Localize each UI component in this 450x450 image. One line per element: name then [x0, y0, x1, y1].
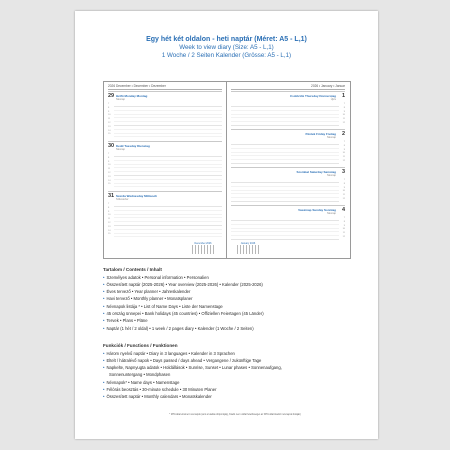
hour-label: 9 [108, 110, 110, 113]
mini-calendar-title: January 2026 [240, 242, 256, 245]
hour-label: 15 [108, 133, 111, 136]
bullet-icon: • [103, 274, 105, 280]
hour-label: 10 [342, 114, 345, 117]
mini-calendar-left [192, 242, 214, 254]
hour-label: 8 [343, 106, 345, 109]
hour-label: 9 [343, 110, 345, 113]
hour-label: 8 [343, 220, 345, 223]
day-block [231, 205, 345, 242]
hour-label: 7 [343, 141, 345, 143]
hour-label: 8 [343, 144, 345, 147]
writing-lines [231, 141, 339, 164]
functions-item-text: Névnapok* • Name days • Namenstage [106, 379, 180, 385]
hour-label: 11 [342, 118, 345, 121]
right-month-header: 2026 • January • Januar [311, 84, 345, 88]
contents-item-text: Személyes adatok • Personal information • Personalien [106, 274, 209, 280]
functions-item-text: Eltelt / hátralévő napok • Days passed / days ahead • Vergangene / zukünftige Tage [106, 357, 262, 363]
mini-calendar-title: December 2026 [194, 242, 212, 245]
contents-item-text: Összesített naptár (2025-2026) • Year overview (2025-2026) • Kalender (2025-2026) [106, 281, 263, 287]
contents-title: Tartalom / Contents / Inhalt [103, 267, 162, 272]
contents-item [103, 295, 353, 302]
functions-section [103, 343, 353, 401]
day-block [231, 91, 345, 128]
day-number: 29 [108, 93, 115, 99]
day-name: Vasárnap Sunday Sonntag [298, 208, 336, 212]
contents-item [103, 281, 353, 288]
hour-label: 12 [342, 197, 345, 200]
hour-label: 9 [343, 186, 345, 189]
hour-label: 11 [108, 218, 111, 221]
day-number: 30 [108, 143, 115, 149]
title-hungarian: Egy hét két oldalon - heti naptár (Méret: A5 - L,1) [146, 36, 307, 43]
day-name: Csütörtök Thursday Donnerstag [289, 94, 336, 98]
hour-label: 15 [108, 233, 111, 236]
header-rule [108, 89, 222, 90]
day-subtitle: Névnap [116, 148, 125, 151]
hour-label: 14 [108, 229, 111, 232]
hour-label: 11 [342, 156, 345, 159]
day-name: Szerda Wednesday Mittwoch [116, 194, 158, 198]
functions-item-text: Három nyelvű naptár • Diary in 3 languages • Kalender in 3 Sprachen [106, 350, 235, 356]
hour-label: 11 [342, 194, 345, 197]
day-number: 4 [341, 207, 345, 213]
functions-item-text: Napkelte, Napnyugta adatok • Holdállások • Sunrise, Sunset • Lunar phases • Sonnenaufgang, [106, 365, 282, 371]
hour-label: 8 [108, 106, 110, 109]
bullet-icon: • [103, 379, 105, 385]
hour-label: 10 [108, 164, 111, 167]
mini-calendar-right [237, 242, 259, 254]
writing-lines [231, 103, 339, 126]
hour-label: 12 [342, 121, 345, 124]
day-name: Kedd Tuesday Dienstag [116, 144, 150, 148]
header-rule [231, 89, 345, 90]
functions-item-text: Sonnenuntergang • Mondphasen [109, 372, 171, 378]
hour-label: 10 [342, 190, 345, 193]
hour-label: 9 [343, 224, 345, 227]
bullet-icon: • [103, 386, 105, 392]
diary-left-page [104, 82, 227, 258]
writing-lines [231, 217, 339, 240]
hour-label: 12 [342, 159, 345, 162]
hour-label: 14 [108, 129, 111, 132]
day-subtitle: Újév [330, 98, 336, 101]
hour-label: 13 [108, 175, 111, 178]
writing-lines [114, 203, 222, 238]
day-name: Hétfő Monday Montag [116, 94, 148, 98]
bullet-icon: • [103, 350, 105, 356]
day-block [108, 191, 222, 240]
day-number: 3 [341, 169, 345, 175]
hour-label: 13 [108, 125, 111, 128]
catalog-sheet [75, 11, 378, 439]
day-number: 2 [341, 131, 345, 137]
functions-item [103, 357, 353, 364]
hour-label: 8 [108, 156, 110, 159]
hour-label: 10 [108, 214, 111, 217]
hour-label: 15 [108, 183, 111, 186]
hour-column [108, 153, 113, 187]
hour-column [340, 179, 345, 202]
day-name: Szombat Saturday Samstag [296, 170, 336, 174]
contents-item-text: Tervek • Plans • Pläne [106, 318, 148, 324]
functions-item [103, 364, 353, 371]
bullet-icon: • [103, 296, 105, 302]
day-subtitle: Névnap [116, 98, 125, 101]
hour-column [108, 203, 113, 237]
contents-item-text: Éves tervező • Year planner • Jahreskalender [106, 289, 191, 295]
hour-column [108, 103, 113, 137]
contents-item [103, 288, 353, 295]
contents-item [103, 310, 353, 317]
hour-label: 12 [108, 221, 111, 224]
hour-label: 13 [108, 225, 111, 228]
diary-right-page [227, 82, 349, 258]
bullet-icon: • [103, 394, 105, 400]
hour-label: 9 [343, 148, 345, 151]
writing-lines [231, 179, 339, 202]
footnote: * MTA által elismert névnapok (ami a kiadás időpontjáig, Kiadó nem vállal felelősséget az MTA által kiadott névnapok listáját) [169, 413, 301, 416]
hour-label: 7 [108, 153, 110, 155]
bullet-icon: • [103, 310, 105, 316]
functions-item [103, 386, 353, 393]
title-german: 1 Woche / 2 Seiten Kalender (Grösse: A5 - L,1) [161, 52, 292, 59]
functions-title: Funkciók / Functions / Funktionen [103, 343, 178, 348]
hour-label: 8 [108, 206, 110, 209]
contents-section [103, 267, 353, 332]
hour-label: 7 [108, 103, 110, 105]
contents-item-text: Névnapok listája * • List of Name Days • Liste der Namenstage [106, 303, 223, 309]
day-subtitle: Névnap [327, 174, 336, 177]
hour-label: 12 [108, 121, 111, 124]
hour-label: 9 [108, 210, 110, 213]
hour-label: 7 [108, 203, 110, 205]
contents-item [103, 317, 353, 324]
hour-column [340, 141, 345, 164]
hour-label: 10 [108, 114, 111, 117]
day-number: 31 [108, 193, 115, 199]
mini-calendar-grid [192, 245, 214, 254]
diary-spread-image [103, 81, 351, 259]
day-name: Péntek Friday Freitag [305, 132, 336, 136]
left-month-header: 2026 December • December • Dezember [108, 84, 166, 88]
contents-item-text: Naptár (1 hét / 2 oldal) • 1 week / 2 pages diary • Kalender (1 Woche / 2 Seiten) [106, 325, 254, 331]
hour-label: 11 [342, 232, 345, 235]
contents-item-text: 45 ország ünnepei • Bank holidays (45 countries) • Offiziellen Feiertagen (45 Länder) [106, 310, 264, 316]
functions-item-text: Félórás beosztás • 30-minute schedule • 30 Minuten Planer [106, 386, 217, 392]
day-subtitle: Névnap [327, 136, 336, 139]
day-subtitle: Névnap [327, 212, 336, 215]
hour-label: 9 [108, 160, 110, 163]
contents-item-text: Havi tervező • Monthly planner • Monatsplaner [106, 296, 193, 302]
hour-label: 7 [343, 179, 345, 181]
functions-item [103, 350, 353, 357]
hour-label: 11 [108, 168, 111, 171]
functions-item-text: Összesített naptár • Monthly calendars • Monatskalender [106, 394, 212, 400]
contents-item [103, 325, 353, 332]
title-english: Week to view diary (Size: A5 - L,1) [179, 44, 274, 51]
functions-item [103, 371, 353, 378]
day-block [231, 129, 345, 166]
day-block [231, 167, 345, 204]
bullet-icon: • [103, 281, 105, 287]
title-block [75, 35, 378, 60]
hour-column [340, 217, 345, 240]
hour-label: 14 [108, 179, 111, 182]
bullet-icon: • [103, 325, 105, 331]
hour-label: 7 [343, 217, 345, 219]
writing-lines [114, 153, 222, 188]
bullet-icon: • [103, 289, 105, 295]
functions-item [103, 393, 353, 400]
bullet-icon: • [103, 318, 105, 324]
bullet-icon: • [103, 357, 105, 363]
hour-label: 10 [342, 152, 345, 155]
hour-label: 12 [342, 235, 345, 238]
hour-label: 12 [108, 171, 111, 174]
day-block [108, 141, 222, 190]
hour-column [340, 103, 345, 126]
hour-label: 10 [342, 228, 345, 231]
contents-item [103, 303, 353, 310]
hour-label: 7 [343, 103, 345, 105]
day-number: 1 [341, 93, 345, 99]
writing-lines [114, 103, 222, 138]
hour-label: 11 [108, 118, 111, 121]
mini-calendar-grid [237, 245, 259, 254]
bullet-icon: • [103, 365, 105, 371]
day-block [108, 91, 222, 140]
day-subtitle: Szilveszter [116, 198, 129, 201]
bullet-icon: • [103, 303, 105, 309]
hour-label: 8 [343, 182, 345, 185]
functions-item [103, 379, 353, 386]
contents-item [103, 274, 353, 281]
